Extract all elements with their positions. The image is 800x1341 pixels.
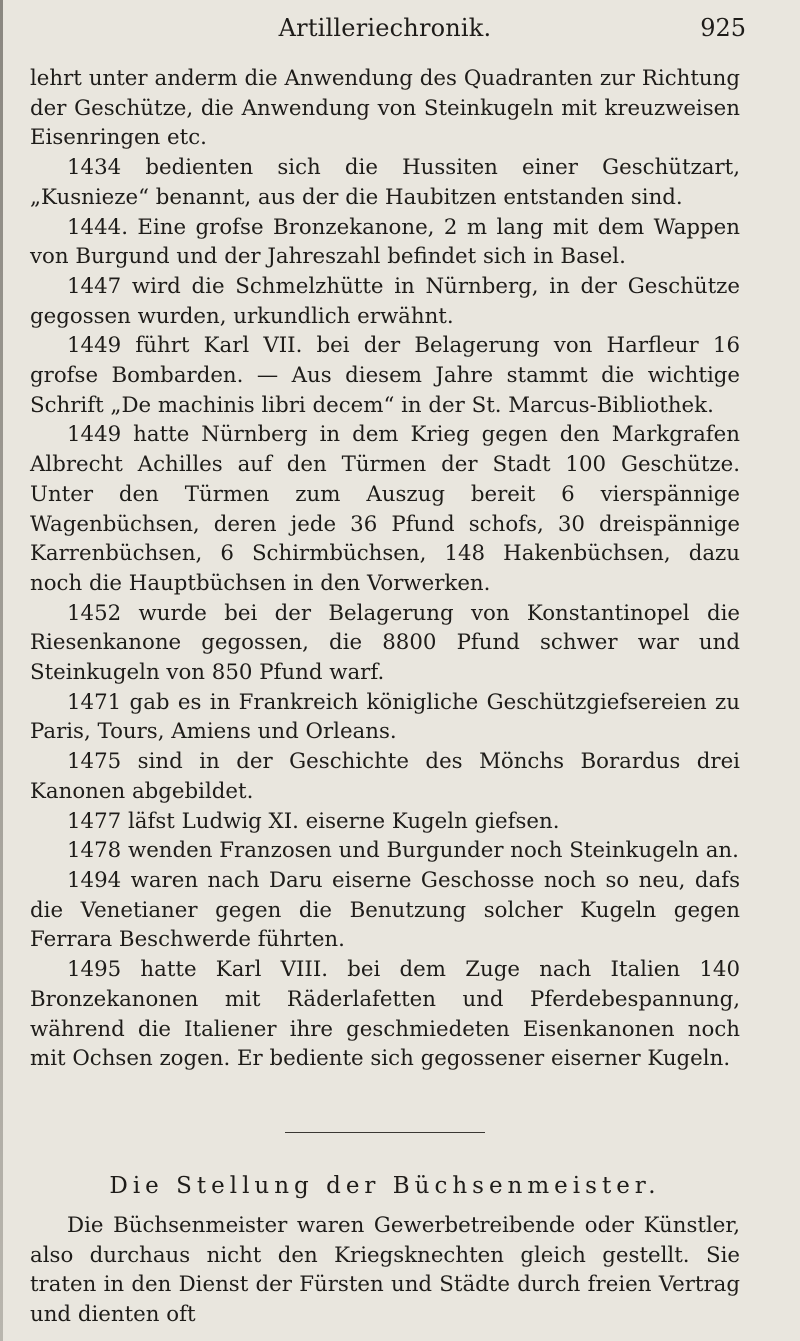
paragraph-1449-nuernberg: 1449 hatte Nürnberg in dem Krieg gegen den Markgrafen Albrecht Achilles auf den Türmen der Stadt 100 Geschütze. Unter den Türmen zum Auszug bereit 6 vierspännige Wagenbüchsen, deren jede 36 Pfund schofs, 30 dreispännige Karrenbüchsen, 6 Schirmbüchsen, 148 Hakenbüchsen, dazu noch die Hauptbüchsen in den Vorwerken. [30, 422, 740, 596]
paragraph-continuation: lehrt unter anderm die Anwendung des Quadranten zur Richtung der Geschütze, die Anwendung von Steinkugeln mit kreuzweisen Eisenringen etc. [30, 66, 740, 151]
section-text [30, 1211, 740, 1330]
paragraph-1447: 1447 wird die Schmelzhütte in Nürnberg, in der Geschütze gegossen wurden, urkundlich erwähnt. [30, 273, 740, 329]
section-divider [285, 1132, 485, 1133]
section-heading: Die Stellung der Büchsenmeister. [109, 1172, 661, 1199]
paragraph-1477: 1477 läfst Ludwig XI. eiserne Kugeln giefsen. [67, 808, 560, 834]
running-title: Artilleriechronik. [278, 14, 492, 42]
page-number: 925 [700, 14, 746, 42]
section-paragraph: Die Büchsenmeister waren Gewerbetreibende oder Künstler, also durchaus nicht den Kriegsknechten gleich gestellt. Sie traten in den Dienst der Fürsten und Städte durch freien Vertrag und dienten oft [30, 1212, 740, 1328]
paragraph-1449-karl: 1449 führt Karl VII. bei der Belagerung von Harfleur 16 grofse Bombarden. — Aus diesem Jahre stammt die wichtige Schrift „De machinis libri decem“ in der St. Marcus-Bibliothek. [30, 333, 740, 418]
paragraph-1475: 1475 sind in der Geschichte des Mönchs Borardus drei Kanonen abgebildet. [30, 749, 740, 804]
paragraph-1452: 1452 wurde bei der Belagerung von Konstantinopel die Riesenkanone gegossen, die 8800 Pfund schwer war und Steinkugeln von 850 Pfund warf. [30, 600, 740, 686]
running-head [30, 0, 746, 64]
paragraph-1471: 1471 gab es in Frankreich königliche Geschützgiefsereien zu Paris, Tours, Amiens und Orleans. [30, 689, 740, 745]
paragraph-1494: 1494 waren nach Daru eiserne Geschosse noch so neu, dafs die Venetianer gegen die Benutzung solcher Kugeln gegen Ferrara Beschwerde führten. [30, 867, 740, 953]
paragraph-1434: 1434 bedienten sich die Hussiten einer Geschützart, „Kusnieze“ benannt, aus der die Haubitzen entstanden sind. [30, 155, 740, 210]
paragraph-1495: 1495 hatte Karl VIII. bei dem Zuge nach Italien 140 Bronzekanonen mit Räderlafetten und Pferdebespannung, während die Italiener ihre geschmiedeten Eisenkanonen noch mit Ochsen zogen. Er bediente sich gegossener eiserner Kugeln. [30, 957, 740, 1072]
paragraph-1478: 1478 wenden Franzosen und Burgunder noch Steinkugeln an. [67, 838, 739, 864]
chronicle-text [30, 64, 740, 1074]
paragraph-1444: 1444. Eine grofse Bronzekanone, 2 m lang mit dem Wappen von Burgund und der Jahreszahl befindet sich in Basel. [30, 214, 740, 270]
